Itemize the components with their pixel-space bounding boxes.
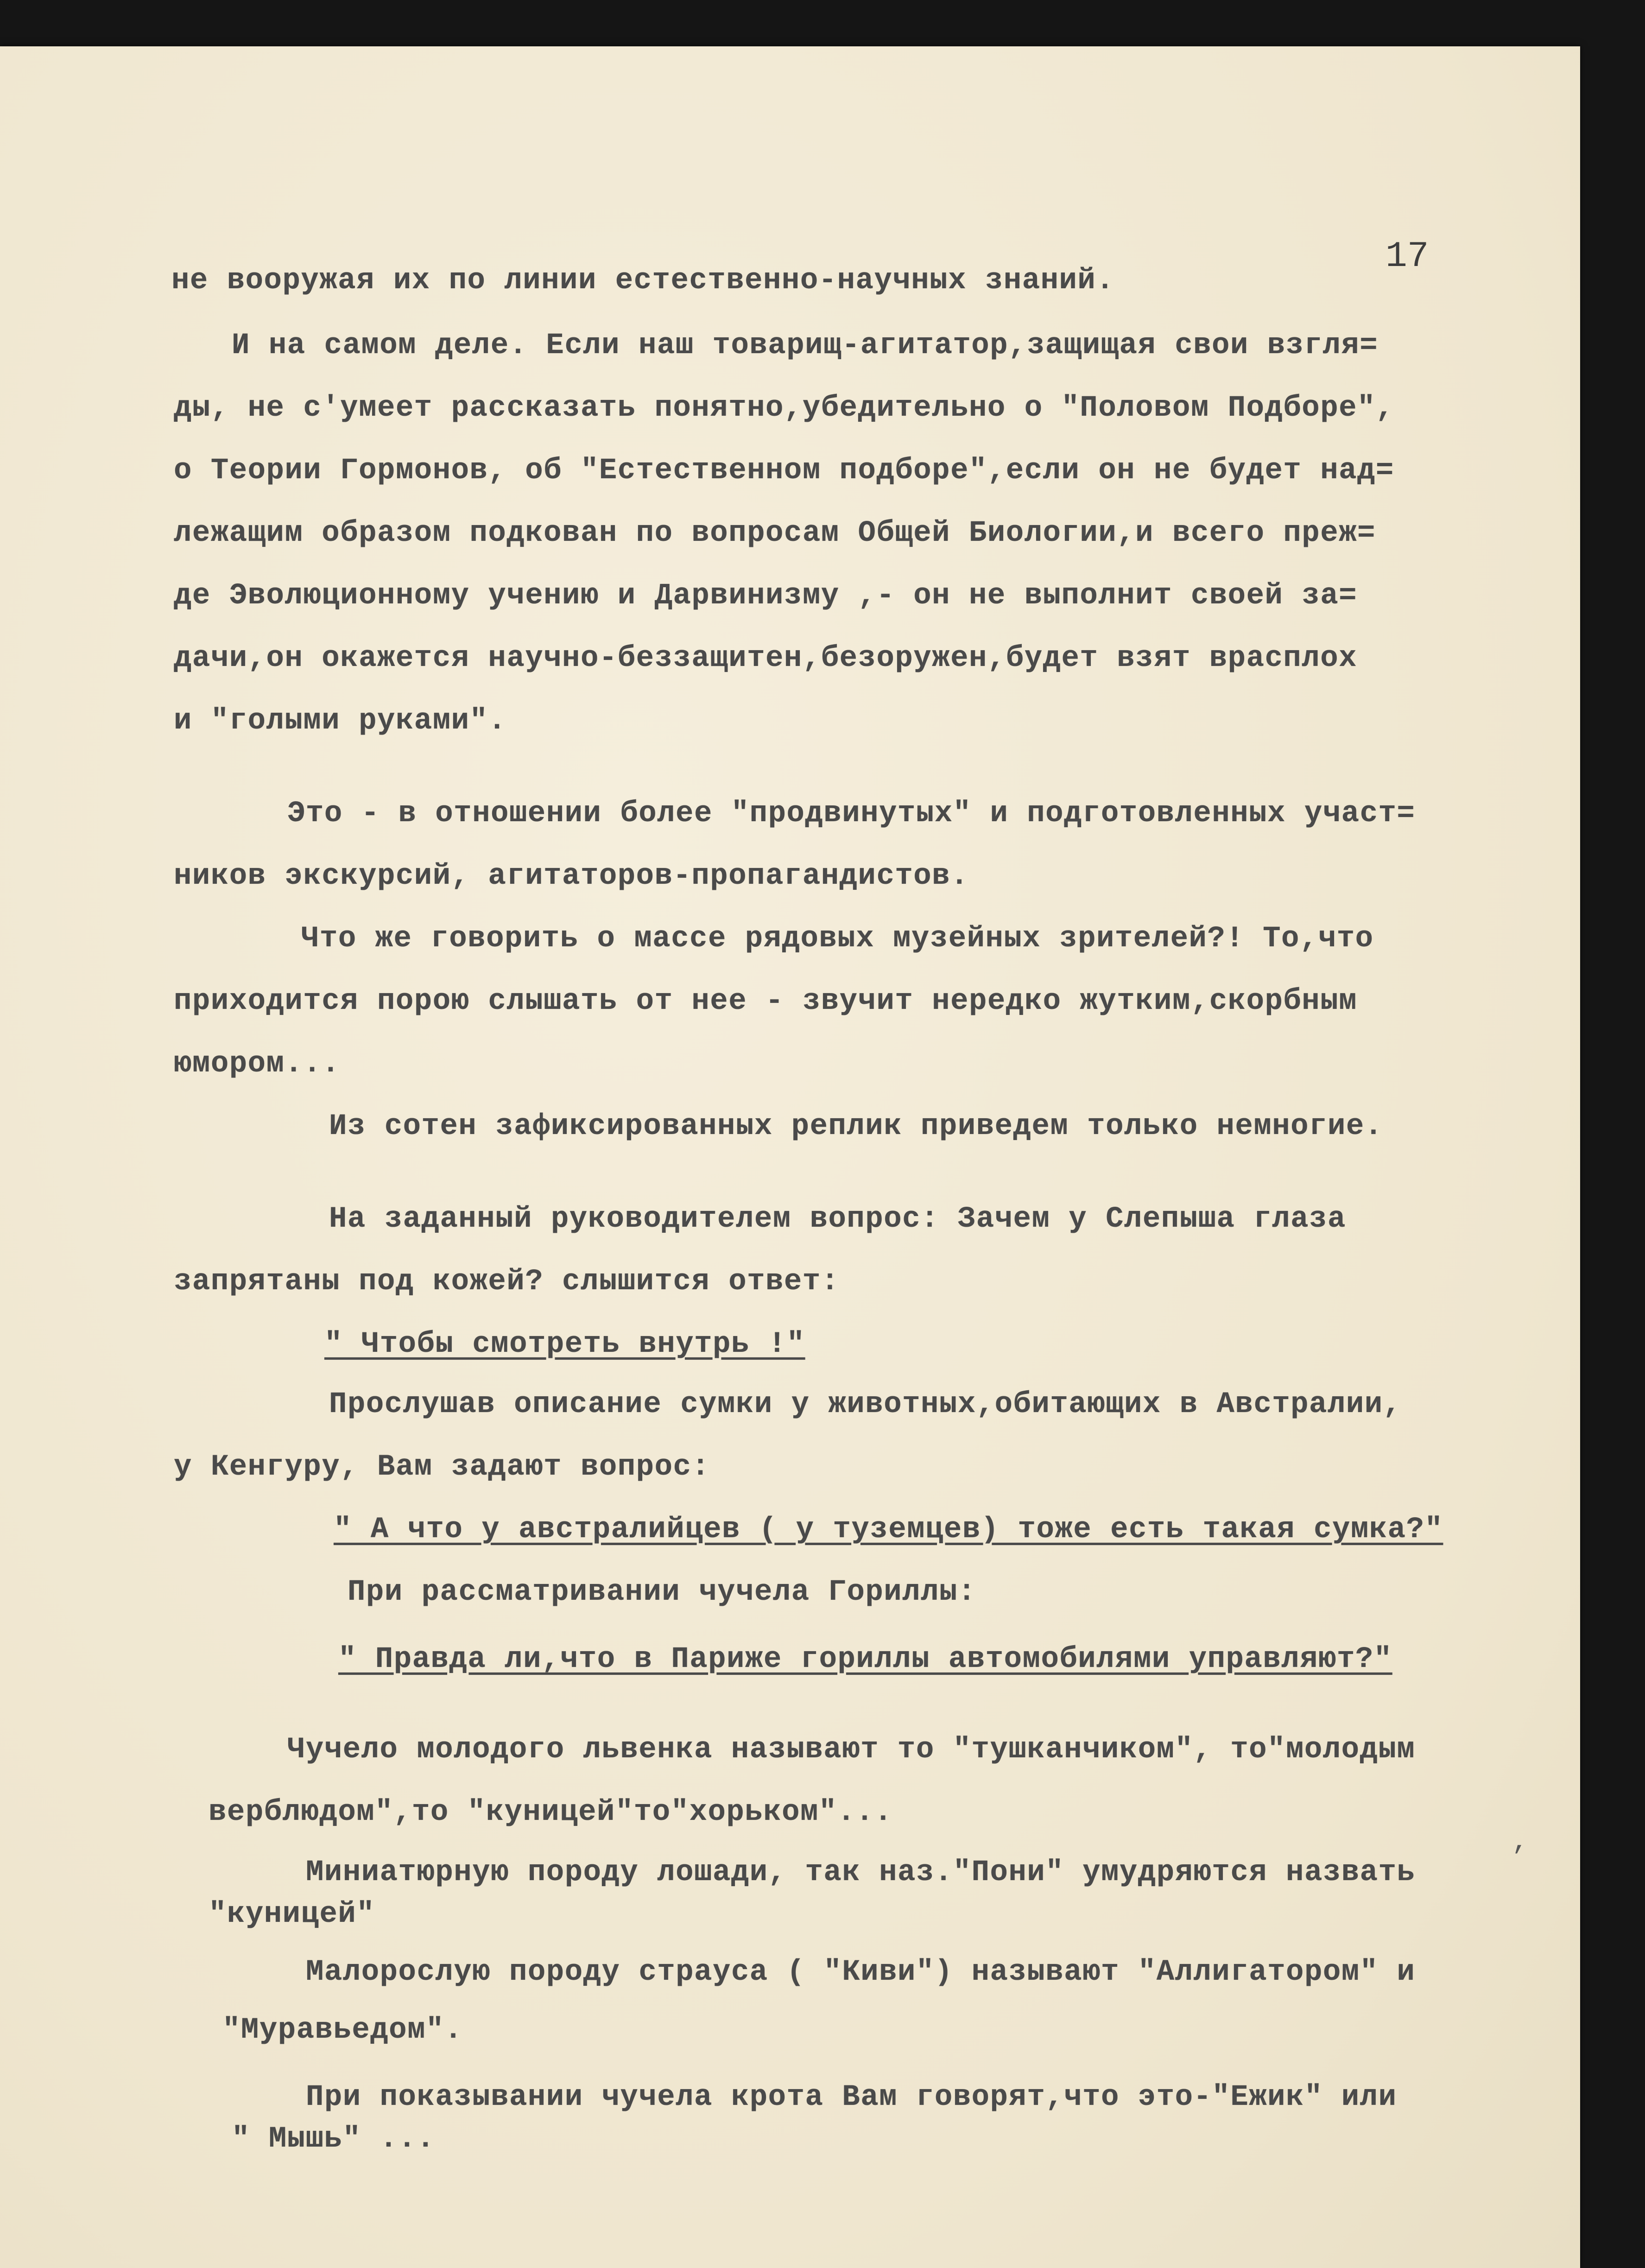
text-line: ды, не с'умеет рассказать понятно,убедительно о "Половом Подборе", [174,392,1394,425]
text-line: верблюдом",то "куницей"то"хорьком"... [209,1796,893,1829]
quoted-reply-underlined: " А что у австралийцев ( у туземцев) тоже есть такая сумка?" [334,1513,1443,1546]
text-line: Малорослую породу страуса ( "Киви") называют "Аллигатором" и [306,1956,1416,1989]
text-line: юмором... [174,1047,341,1081]
margin-tick-mark: ‚ [1511,1826,1528,1857]
text-line: На заданный руководителем вопрос: Зачем у Слепыша глаза [329,1203,1346,1236]
text-line: запрятаны под кожей? слышится ответ: [174,1265,840,1299]
text-line: приходится порою слышать от нее - звучит нередко жутким,скорбным [174,985,1357,1018]
text-line: Прослушав описание сумки у животных,обитающих в Австралии, [329,1388,1402,1421]
typed-text-body [0,46,1580,2268]
text-line: Чучело молодого львенка называют то "тушканчиком", то"молодым [287,1733,1416,1767]
text-line: Из сотен зафиксированных реплик приведем только немногие. [329,1110,1383,1143]
text-line: дачи,он окажется научно-беззащитен,безоружен,будет взят врасплох [174,642,1357,675]
text-line: де Эволюционному учению и Дарвинизму ,- он не выполнит своей за= [174,579,1357,613]
text-line: При рассматривании чучела Гориллы: [348,1576,976,1609]
text-line: И на самом деле. Если наш товарищ-агитатор,защищая свои взгля= [232,329,1379,362]
text-line: о Теории Гормонов, об "Естественном подборе",если он не будет над= [174,454,1394,488]
quoted-reply-underlined: " Правда ли,что в Париже гориллы автомобилями управляют?" [338,1643,1392,1676]
text-line: Миниатюрную породу лошади, так наз."Пони" умудряются назвать [306,1856,1416,1889]
text-line: Что же говорить о массе рядовых музейных зрителей?! То,что [301,922,1374,956]
text-line: Это - в отношении более "продвинутых" и подготовленных участ= [287,797,1416,830]
text-line: "Муравьедом". [222,2014,463,2047]
page-number: 17 [1386,236,1429,277]
document-page [0,46,1580,2268]
text-line: ников экскурсий, агитаторов-пропагандистов. [174,860,969,893]
quoted-reply-underlined: " Чтобы смотреть внутрь !" [324,1328,805,1361]
text-line: " Мышь" ... [232,2122,435,2156]
text-line: "куницей" [209,1898,375,1931]
text-line: у Кенгуру, Вам задают вопрос: [174,1451,710,1484]
text-line: не вооружая их по линии естественно-научных знаний. [171,264,1115,298]
text-line: лежащим образом подкован по вопросам Общей Биологии,и всего преж= [174,517,1376,550]
text-line: и "голыми руками". [174,704,507,738]
text-line: При показывании чучела крота Вам говорят,что это-"Ежик" или [306,2081,1397,2114]
